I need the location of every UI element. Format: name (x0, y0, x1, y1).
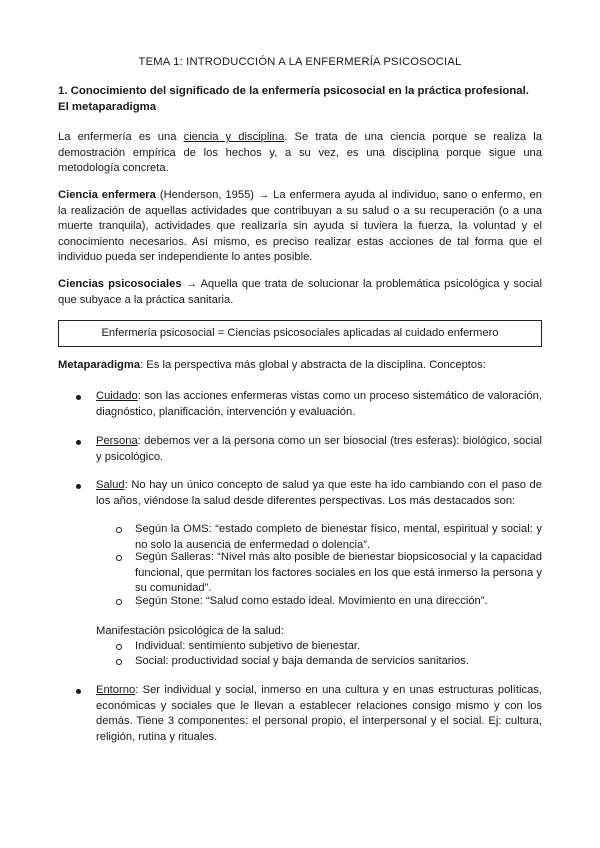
salud-def-oms: Según la OMS: “estado completo de bienestar físico, mental, espiritual y social: y no solo la ausencia de enfermedad o dolencia”. (135, 522, 542, 553)
p3-text: → Aquella que trata de solucionar la problemática psicológica y social que subyace a la práctica sanitaria. (58, 278, 542, 306)
bullet-term: Cuidado (96, 390, 138, 402)
p1-underlined: ciencia y disciplina (183, 131, 285, 143)
manifestacion-social: Social: productividad social y baja demanda de servicios sanitarios. (135, 654, 542, 670)
bullet-term: Entorno (96, 684, 136, 696)
manifestacion-individual: Individual: sentimiento subjetivo de bienestar. (135, 639, 542, 655)
manifestacion-label: Manifestación psicológica de la salud: (96, 625, 284, 637)
salud-def-salleras: Según Salleras: “Nivel más alto posible de bienestar biopsicosocial y la capacidad funcional, que permitan los factores sociales en los que está inmerso la persona y su comunidad”. (135, 550, 542, 597)
bullet-text: : debemos ver a la persona como un ser biosocial (tres esferas): biológico, social y psicológico. (96, 435, 542, 463)
p4-term: Metaparadigma (58, 359, 141, 371)
page-title: TEMA 1: INTRODUCCIÓN A LA ENFERMERÍA PSICOSOCIAL (138, 56, 462, 68)
definition-box: Enfermería psicosocial = Ciencias psicosociales aplicadas al cuidado enfermero (58, 320, 542, 347)
salud-def-stone: Según Stone: “Salud como estado ideal. Movimiento en una dirección”. (135, 594, 542, 610)
bullet-text: : No hay un único concepto de salud ya que este ha ido cambiando con el paso de los años, viéndose la salud desde diferentes perspectivas. Los más destacados son: (96, 479, 542, 507)
paragraph-ciencia-enfermera (58, 188, 542, 266)
paragraph-ciencias-psicosociales (58, 277, 542, 308)
p4-text: : Es la perspectiva más global y abstracta de la disciplina. Conceptos: (140, 359, 486, 371)
p3-term: Ciencias psicosociales (58, 278, 182, 290)
bullet-entorno (96, 683, 542, 745)
section-heading: 1. Conocimiento del significado de la enfermería psicosocial en la práctica profesional. El metaparadigma (58, 85, 529, 113)
bullet-text: : son las acciones enfermeras vistas como un proceso sistemático de valoración, diagnóstico, planificación, intervención y evaluación. (96, 390, 542, 418)
p2-term: Ciencia enfermera (58, 189, 156, 201)
bullet-cuidado (96, 389, 542, 420)
p1-post: . Se trata de una ciencia porque se realiza la demostración empírica de los hechos y, a su vez, es una disciplina porque sigue una metodología concreta. (58, 131, 542, 174)
p1-pre: La enfermería es una (58, 131, 184, 143)
bullet-term: Salud (96, 479, 125, 491)
paragraph-metaparadigma (58, 358, 542, 374)
paragraph-definition (58, 130, 542, 177)
bullet-text: : Ser individual y social, inmerso en una cultura y en unas estructuras políticas, económicas y sociales que le llevan a establecer relaciones consigo mismo y con los demás. Tiene 3 componentes: el personal propio, el interpersonal y el social. Ej: cultura, religión, rutina y rituales. (96, 684, 542, 743)
bullet-persona (96, 434, 542, 465)
bullet-salud (96, 478, 542, 509)
p2-text: (Henderson, 1955) → La enfermera ayuda al individuo, sano o enfermo, en la realización de aquellas actividades que contribuyan a su salud o a su recuperación (o a una muerte tranquila), actividades que realizaría sin ayuda si tuviera la fuerza, la voluntad y el conocimiento necesarios. Así mismo, es preciso realizar estas acciones de tal forma que el individuo pueda ser independiente lo antes posible. (58, 189, 542, 263)
bullet-term: Persona (96, 435, 138, 447)
